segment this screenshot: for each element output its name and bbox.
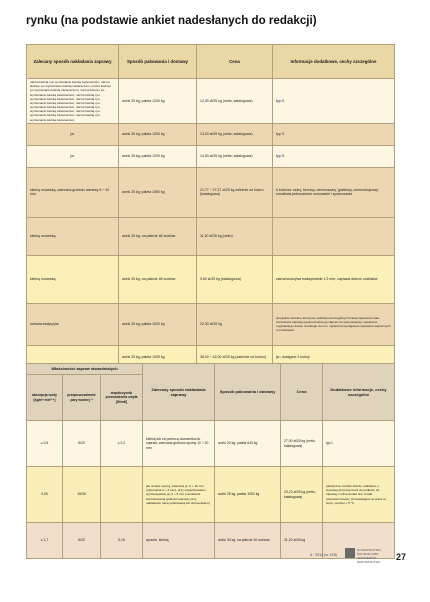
table-cell: 11,20 zł/25 kg (netto) [197,217,273,255]
table-cell: 22,30 zł/25 kg [197,303,273,345]
table-header-row [27,45,395,79]
publisher-line: INŻYNIERÓW BUDOWNICTWA [357,556,381,565]
table-row [27,255,395,303]
table-cell: worki 20 kg; paleta 640 kg [215,421,281,467]
table-cell: kielnią murarską [27,255,119,303]
table-cell: 5/20 [63,523,101,559]
table-cell: jak cienkie spoiny, zalecana gr. 2 ÷ 10 mm (optymalna 2 ÷ 3 mm), przy szpachlowaniu i wyrównywaniu gr. 2 ÷ 5 mm (możliwość kontrolowania grubości warstwy przy nakładaniu pacą zębkowaną lub dozownikiem) [143,467,215,523]
publisher-logo-icon [345,548,355,558]
table-cell: worki 25 kg, na palecie 48 worków [119,255,197,303]
table-cell: kielnią murarską [27,217,119,255]
table-cell: 14,50 zł/25 kg (netto, katalogowa) [197,145,273,167]
table-cell: 6 kolorów: szary, beżowy, ciemnoszary, grafitowy, ciemnobrązowy; umożliwia jednoczesne murowanie i spoinowanie [273,167,395,217]
table-cell: 31,20 zł/30 kg [281,523,323,559]
mortar-table-2 [26,363,395,559]
column-header: Zalecany sposób nakładania zaprawy [27,45,119,79]
column-header: absorpcja wody [kg/m²·min⁰·⁵] [27,375,63,421]
table-row [27,145,395,167]
column-header: Zalecany sposób nakładania zaprawy [143,364,215,421]
table-cell: worki 25 kg; paleta 1050 kg [119,167,197,217]
page-title: rynku (na podstawie ankiet nadesłanych do redakcji) [26,14,317,27]
table-cell: 0,19 [101,523,143,559]
table-row [27,303,395,345]
table-cell: worki 25 kg; paleta 1200 kg [119,123,197,145]
column-header: Dodatkowe informacje, cechy szczególne [323,364,395,421]
table-cell: ≤ 0,2 [101,421,143,467]
table-cell: worki 25 kg; paleta 1000 kg [119,345,197,369]
column-header: Sposób pakowania i dostawy [119,45,197,79]
table-cell: typ L [323,421,395,467]
table-cell: ziarna kruszywa maksymalnie 1,2 mm; zaprawa dobrze urabialna [273,255,395,303]
table-cell: jw. [27,123,119,145]
table-cell: 13,00 zł/25 kg (netto, katalogowa) [197,123,273,145]
column-header: przepuszczalność pary wodnej ¹⁾ [63,375,101,421]
table-row [27,467,395,523]
table-cell: ręcznie, kielnią [143,523,215,559]
group-header: Właściwości zapraw stwardniałych [27,364,143,375]
table-header-row [27,364,395,375]
table-cell: worki 25 kg; paleta 1000 kg [119,303,197,345]
table-cell: 38,00 ÷ 42,00 zł/25 kg (zależnie od koloru) [197,345,273,369]
table-row [27,123,395,145]
table-cell: jw. [27,145,119,167]
table-cell: 9,60 zł/25 kg (katalogowa) [197,255,273,303]
publisher-line: POLSKIEJ IZBY [357,552,379,557]
table-cell: 21,77 ÷ 27,27 zł/25 kg zależnie od koloru (katalogowa) [197,167,273,217]
column-header: Cena [197,45,273,79]
publisher-line: WYDAWNICTWO [357,548,381,552]
table-cell: kielnią lub za pomocą dozownika do zapraw; zalecana grubość spoiny 10 ÷ 20 mm [143,421,215,467]
table-cell: 20,22 zł/25 kg (netto, katalogowa) [281,467,323,523]
table-cell: worki 25 kg; paleta 1200 kg [119,79,197,124]
table-cell: worki 25 kg; paleta 1200 kg [119,145,197,167]
table-row [27,523,395,559]
table-cell: ≤ 1,7 [27,523,63,559]
table-cell: 0,05 [27,467,63,523]
table-cell: worki 30 kg; na palecie 40 worków [215,523,281,559]
table-cell: narzut kielnią i po wyrównaniu kielnią zacieraczem; narzut kielnią i po wyrównaniu kielnią zacieraczem; narzut kielnią i po wyrównaniu kielnią zacieraczem; narzut kielnią i po wyrównaniu kielnią zacieraczem; narzut kielnią i po wyrównaniu kielnią zacieraczem; narzut kielnią i po wyrównaniu kielnią zacieraczem; narzut kielnią i po wyrównaniu kielnią zacieraczem; narzut kielnią i po wyrównaniu kielnią zacieraczem; narzut kielnią i po wyrównaniu kielnią zacieraczem; narzut kielnią i po wyrównaniu kielnią zacieraczem; [27,79,119,124]
table-row [27,167,395,217]
page-number: 27 [396,552,407,562]
table-cell: plastyczna, bardzo dobrze urabialna, o wysokiej przyczepności do podłoża, do zaprawy można dodać tzw. środki przeciwmrozowe; przeważająca na prace w temp. poniżej + 5 °C [323,467,395,523]
table-row [27,421,395,467]
table-cell [101,467,143,523]
table-cell: worki 25 kg, na palecie 48 worków [119,217,197,255]
table-cell: typ G [273,145,395,167]
table-cell: ≤ 0,5 [27,421,63,467]
issue-number: 4 · 2012 (nr 478) [310,553,337,557]
table-cell: jw.; dostępne 2 kolory [273,345,395,369]
table-cell: kielnią murarską, zalecana grubość warstwy 6 ÷ 40 mm [27,167,119,217]
table-cell: typ G [273,79,395,124]
column-header: Informacje dodatkowe, cechy szczególne [273,45,395,79]
mortar-table-1 [26,44,395,370]
column-header: Cena [281,364,323,421]
table-cell: specjalnie dobrane kruszywo (udział poszczególnych frakcji zapewnia małe, szczelność zaprawy (jednocześnie jej zapraw do spoinowania); zawartość oryginalnego trassu reńskiego do min. ogranicza wystąpienie wykwitów wapiennych i przebarwień [273,303,395,345]
table-cell: 5/20 [63,421,101,467]
table-cell [273,217,395,255]
column-header: współczynnik przewodzenia ciepła [W/mK] [101,375,143,421]
table-cell: 15/35 [63,467,101,523]
publisher-name [357,548,389,564]
table-row [27,79,395,124]
table-cell: 27,00 zł/20 kg (netto, katalogowa) [281,421,323,467]
table-cell: metoda tradycyjna [27,303,119,345]
table-row [27,217,395,255]
table-cell: typ G [273,123,395,145]
table-cell: 12,00 zł/25 kg (netto, katalogowa) [197,79,273,124]
column-header: Sposób pakowania i dostawy [215,364,281,421]
table-cell: worki 25 kg; paleta 1050 kg [215,467,281,523]
